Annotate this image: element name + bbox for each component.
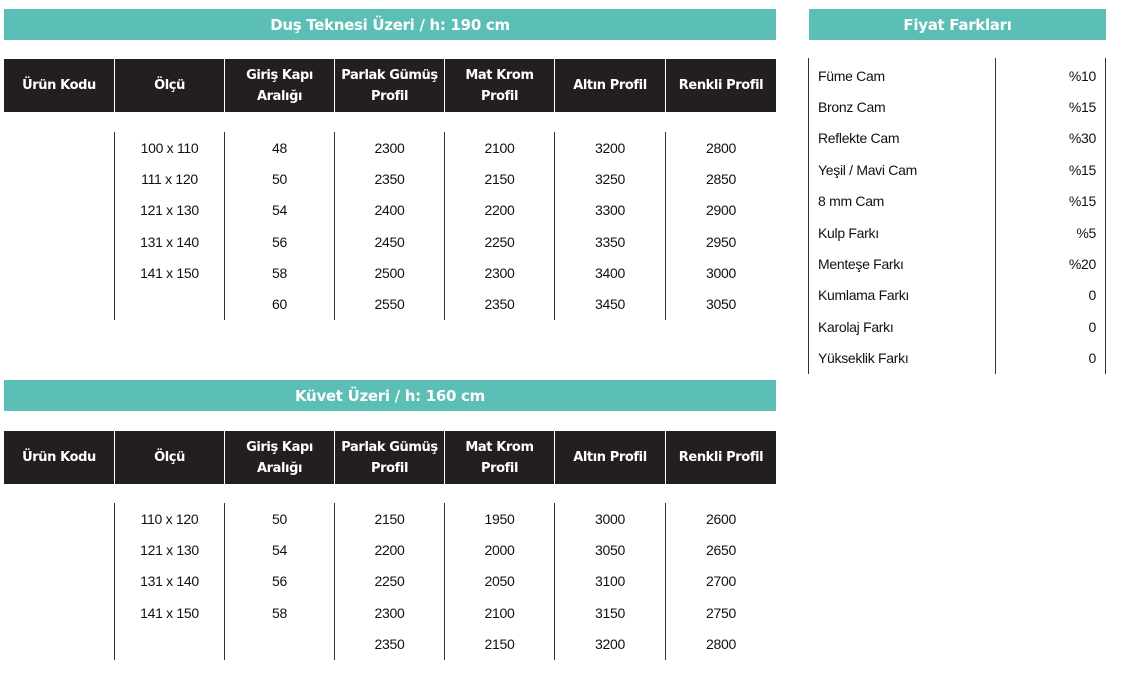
price-label: Füme Cam	[818, 67, 885, 84]
table-cell: 3350	[595, 233, 625, 250]
column-size	[114, 503, 224, 660]
header-size: Ölçü	[114, 431, 224, 484]
price-row	[818, 343, 1106, 374]
table-cell: 60	[272, 296, 287, 313]
table-cell: 2800	[706, 139, 736, 156]
table-cell: 2100	[484, 604, 515, 621]
column-color-profile	[665, 132, 776, 320]
table-cell: 58	[272, 264, 287, 281]
table-cell: 2650	[706, 541, 736, 558]
table-cell: 2150	[374, 510, 405, 527]
table-cell: 3250	[595, 170, 625, 187]
table-cell: 2900	[706, 202, 736, 219]
header-silver-profile: Parlak Gümüş Profil	[334, 431, 444, 484]
header-chrome-profile: Mat Krom Profil	[444, 59, 554, 112]
header-gold-profile: Altın Profil	[554, 59, 665, 112]
table-cell: 3300	[595, 202, 625, 219]
column-gold-profile	[554, 503, 665, 660]
price-value: %15	[1068, 99, 1096, 116]
table-cell: 2200	[484, 202, 515, 219]
price-row	[818, 154, 1106, 185]
header-gold-profile: Altın Profil	[554, 431, 665, 484]
table-cell: 2150	[484, 635, 515, 652]
table-cell: 3400	[595, 264, 625, 281]
table-cell: 3050	[706, 296, 736, 313]
column-silver-profile	[334, 503, 444, 660]
table-cell: 2700	[706, 573, 736, 590]
table-cell: 2800	[706, 635, 736, 652]
header-chrome-profile: Mat Krom Profil	[444, 431, 554, 484]
header-product-code: Ürün Kodu	[22, 78, 96, 93]
price-label: Yükseklik Farkı	[818, 350, 909, 367]
table-cell: 2400	[374, 202, 405, 219]
price-label: Karolaj Farkı	[818, 318, 894, 335]
column-color-profile	[665, 503, 776, 660]
price-label: Reflekte Cam	[818, 130, 900, 147]
price-label: Kumlama Farkı	[818, 287, 910, 304]
table-cell: 3100	[595, 573, 625, 590]
table-cell: 2850	[706, 170, 736, 187]
table-cell: 3000	[595, 510, 625, 527]
table-cell: 3450	[595, 296, 625, 313]
price-row	[818, 186, 1106, 217]
price-row	[818, 123, 1106, 154]
price-value: 0	[1088, 350, 1096, 367]
header-silver-profile: Parlak Gümüş Profil	[334, 59, 444, 112]
price-row	[818, 248, 1106, 279]
table-cell: 3200	[595, 139, 625, 156]
table-cell: 2300	[484, 264, 515, 281]
table-cell: 2950	[706, 233, 736, 250]
table-cell: 2300	[374, 139, 405, 156]
table-cell: 50	[272, 510, 287, 527]
price-left-border	[808, 58, 809, 374]
table-cell: 54	[272, 202, 287, 219]
table-cell: 2250	[374, 573, 405, 590]
price-value: %30	[1068, 130, 1096, 147]
table-cell: 50	[272, 170, 287, 187]
table-cell: 58	[272, 604, 287, 621]
table-cell: 111 x 120	[141, 170, 198, 187]
table-cell: 1950	[484, 510, 515, 527]
table-cell: 56	[272, 573, 287, 590]
table-cell: 141 x 150	[140, 264, 199, 281]
table-cell: 2350	[484, 296, 515, 313]
table-cell: 56	[272, 233, 287, 250]
table-cell: 131 x 140	[140, 233, 199, 250]
table-cell: 2750	[706, 604, 736, 621]
table-cell: 3050	[595, 541, 625, 558]
price-value: %15	[1068, 161, 1096, 178]
column-gold-profile	[554, 132, 665, 320]
price-row	[818, 280, 1106, 311]
price-value: %20	[1068, 256, 1096, 273]
table-body-shower	[4, 132, 776, 320]
price-row	[818, 91, 1106, 122]
table-cell: 131 x 140	[140, 573, 199, 590]
table-cell: 121 x 130	[140, 202, 199, 219]
table-header-shower	[4, 59, 776, 112]
column-chrome-profile	[444, 503, 554, 660]
header-size: Ölçü	[114, 59, 224, 112]
price-label: Bronz Cam	[818, 99, 886, 116]
column-chrome-profile	[444, 132, 554, 320]
price-label: Yeşil / Mavi Cam	[818, 161, 917, 178]
table-cell: 2150	[484, 170, 515, 187]
header-color-profile: Renkli Profil	[665, 59, 776, 112]
price-label: 8 mm Cam	[818, 193, 885, 210]
header-product-code: Ürün Kodu	[22, 450, 96, 465]
price-differences-title: Fiyat Farkları	[809, 9, 1106, 40]
header-door-gap: Giriş Kapı Aralığı	[224, 59, 334, 112]
column-product-code	[4, 132, 114, 320]
table-cell: 2000	[484, 541, 515, 558]
price-label: Kulp Farkı	[818, 224, 879, 241]
column-size	[114, 132, 224, 320]
column-door-gap	[224, 503, 334, 660]
table-cell: 3000	[706, 264, 736, 281]
column-product-code	[4, 503, 114, 660]
table-cell: 2500	[374, 264, 405, 281]
price-row	[818, 311, 1106, 342]
table-title-shower: Duş Teknesi Üzeri / h: 190 cm	[4, 9, 776, 40]
header-color-profile: Renkli Profil	[665, 431, 776, 484]
table-cell: 3150	[595, 604, 625, 621]
table-cell: 2350	[374, 635, 405, 652]
column-silver-profile	[334, 132, 444, 320]
table-cell: 2300	[374, 604, 405, 621]
price-value: 0	[1088, 287, 1096, 304]
price-value: %10	[1068, 67, 1096, 84]
table-cell: 141 x 150	[140, 604, 199, 621]
table-cell: 2100	[484, 139, 515, 156]
table-header-bathtub	[4, 431, 776, 484]
price-value: %15	[1068, 193, 1096, 210]
table-cell: 48	[272, 139, 287, 156]
table-cell: 3200	[595, 635, 625, 652]
table-title-bathtub: Küvet Üzeri / h: 160 cm	[4, 380, 776, 411]
table-cell: 100 x 110	[140, 139, 199, 156]
price-row	[818, 217, 1106, 248]
table-cell: 121 x 130	[140, 541, 199, 558]
table-cell: 2550	[374, 296, 405, 313]
price-row	[818, 60, 1106, 91]
table-cell: 54	[272, 541, 287, 558]
header-door-gap: Giriş Kapı Aralığı	[224, 431, 334, 484]
table-cell: 2050	[484, 573, 515, 590]
column-door-gap	[224, 132, 334, 320]
table-cell: 110 x 120	[140, 510, 199, 527]
price-label: Menteşe Farkı	[818, 256, 904, 273]
table-cell: 2600	[706, 510, 736, 527]
table-cell: 2350	[374, 170, 405, 187]
table-body-bathtub	[4, 503, 776, 660]
table-cell: 2450	[374, 233, 405, 250]
table-cell: 2200	[374, 541, 405, 558]
table-cell: 2250	[484, 233, 515, 250]
price-value: %5	[1076, 224, 1096, 241]
price-value: 0	[1088, 318, 1096, 335]
